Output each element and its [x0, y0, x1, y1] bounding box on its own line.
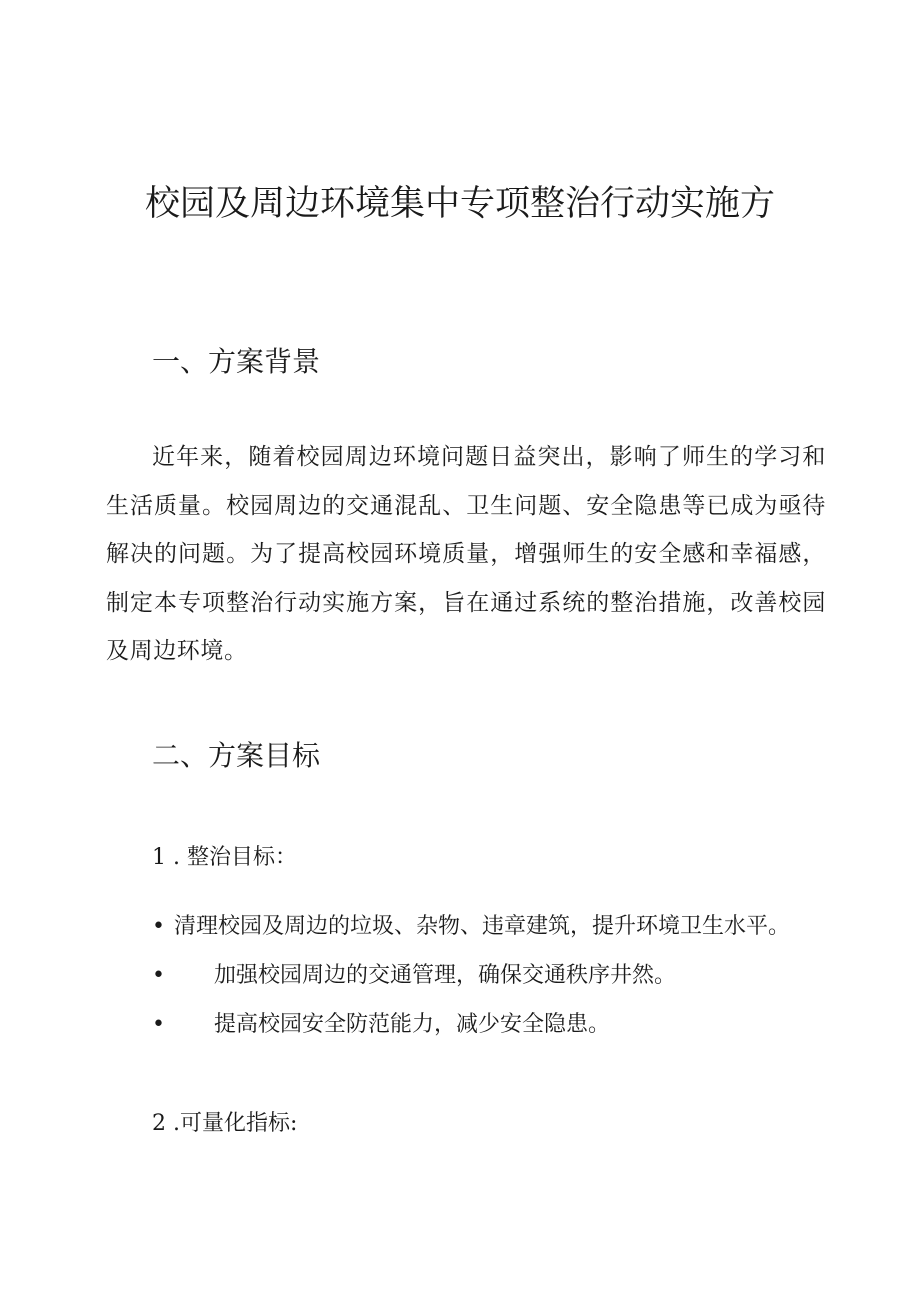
bullet-text: 清理校园及周边的垃圾、杂物、违章建筑，提升环境卫生水平。: [174, 914, 791, 939]
subheading-remediation-goals: 1 . 整治目标：: [152, 845, 297, 870]
list-item: [152, 959, 676, 993]
bullet-text: 提高校园安全防范能力，减少安全隐患。: [214, 1012, 611, 1037]
background-paragraph: 近年来，随着校园周边环境问题日益突出，影响了师生的学习和生活质量。校园周边的交通混乱、卫生问题、安全隐患等已成为亟待解决的问题。为了提高校园环境质量，增强师生的安全感和幸福感，制定本专项整治行动实施方案，旨在通过系统的整治措施，改善校园及周边环境。: [106, 444, 826, 665]
list-item: [152, 1008, 610, 1042]
list-item: [152, 910, 790, 944]
subheading-quantifiable-indicators: 2 .可量化指标:: [152, 1111, 298, 1136]
section-heading-goals: 二、方案目标: [152, 739, 321, 772]
bullet-text: 加强校园周边的交通管理，确保交通秩序井然。: [214, 963, 677, 988]
bullet-icon: •: [152, 1012, 165, 1037]
bullet-icon: •: [152, 914, 165, 939]
section-heading-background: 一、方案背景: [152, 345, 321, 378]
document-title: 校园及周边环境集中专项整治行动实施方: [144, 184, 775, 224]
bullet-icon: •: [152, 963, 165, 988]
